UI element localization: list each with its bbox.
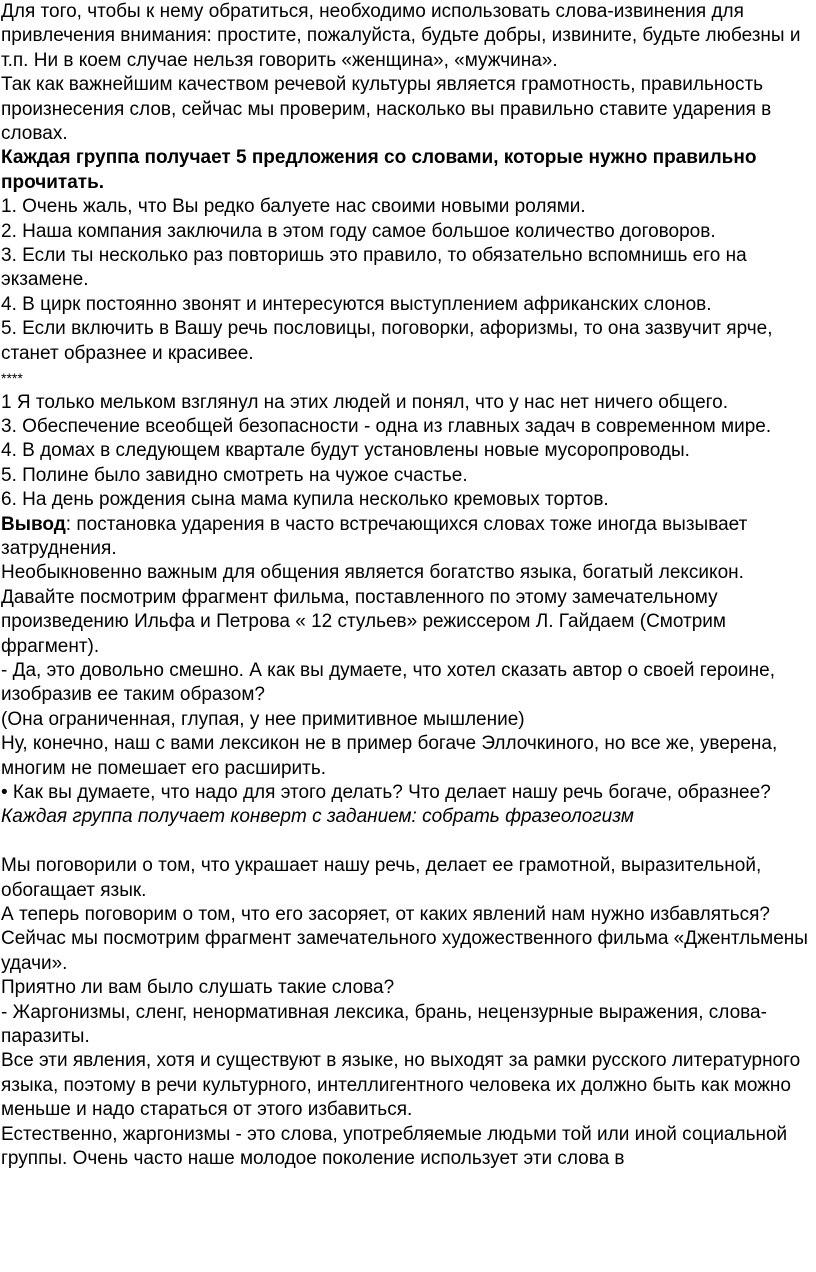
- paragraph-answer: (Она ограниченная, глупая, у нее примитивное мышление): [1, 708, 525, 730]
- paragraph-literary-norm: Все эти явления, хотя и существуют в языке, но выходят за рамки русского литературного языка, поэтому в речи культурного, интеллигентного человека их должно быть как можно меньше и надо стараться от этого избавиться.: [1, 1050, 801, 1121]
- paragraph-vocabulary: Необыкновенно важным для общения является богатство языка, богатый лексикон. Давайте посмотрим фрагмент фильма, поставленного по этому замечательному произведению Ильфа и Петрова « 12 стульев» режиссером Л. Гайдаем (Смотрим фрагмент).: [1, 562, 744, 657]
- paragraph-jargon-definition: Естественно, жаргонизмы - это слова, употребляемые людьми той или иной социальной группы. Очень часто наше молодое поколение использует эти слова в: [1, 1123, 788, 1170]
- paragraph-pleasant-question: Приятно ли вам было слушать такие слова?: [1, 977, 395, 999]
- conclusion-label: Вывод: [1, 513, 66, 535]
- paragraph-speech-culture: Так как важнейшим качеством речевой культуры является грамотность, правильность произнесения слов, сейчас мы проверим, насколько вы правильно ставите ударения в словах.: [1, 74, 772, 145]
- paragraph-jargon-list: - Жаргонизмы, сленг, ненормативная лексика, брань, нецензурные выражения, слова-паразиты.: [1, 1001, 767, 1048]
- paragraph-apology-words: Для того, чтобы к нему обратиться, необходимо использовать слова-извинения для привлечения внимания: простите, пожалуйста, будьте добры, извините, будьте любезны и т.п. Ни в коем случае нельзя говорить «женщина», «мужчина».: [1, 1, 801, 71]
- list-item: 4. В цирк постоянно звонят и интересуются выступлением африканских слонов.: [1, 293, 712, 315]
- list-item: 1 Я только мельком взглянул на этих людей и понял, что у нас нет ничего общего.: [1, 391, 729, 413]
- paragraph-lexicon: Ну, конечно, наш с вами лексикон не в пример богаче Эллочкиного, но все же, уверена, многим не помешает его расширить.: [1, 733, 778, 779]
- paragraph-clutter-question: А теперь поговорим о том, что его засоряет, от каких явлений нам нужно избавляться?: [1, 904, 770, 926]
- list-item: 3. Если ты несколько раз повторишь это правило, то обязательно вспомнишь его на экзамене.: [1, 245, 747, 291]
- conclusion: [1, 513, 812, 562]
- paragraph-author-question: - Да, это довольно смешно. А как вы думаете, что хотел сказать автор о своей героине, изобразив ее таким образом?: [1, 659, 775, 706]
- list-item: 1. Очень жаль, что Вы редко балуете нас своими новыми ролями.: [1, 196, 586, 218]
- separator: ****: [1, 370, 23, 387]
- blank-line: [1, 830, 812, 854]
- list-item: 2. Наша компания заключила в этом году самое большое количество договоров.: [1, 220, 716, 242]
- bullet-question: • Как вы думаете, что надо для этого делать? Что делает нашу речь богаче, образнее?: [1, 782, 771, 803]
- list-item: 5. Если включить в Вашу речь пословицы, поговорки, афоризмы, то она зазвучит ярче, станет образнее и красивее.: [1, 318, 773, 364]
- list-item: 3. Обеспечение всеобщей безопасности - одна из главных задач в современном мире.: [1, 415, 772, 437]
- list-item: 4. В домах в следующем квартале будут установлены новые мусоропроводы.: [1, 440, 690, 462]
- list-item: 5. Полине было завидно смотреть на чужое счастье.: [1, 464, 468, 486]
- sentence-list-2: [1, 391, 812, 513]
- task-envelope: Каждая группа получает конверт с заданием: собрать фразеологизм: [1, 806, 634, 828]
- task-heading-stress: Каждая группа получает 5 предложения со словами, которые нужно правильно прочитать.: [1, 147, 757, 193]
- conclusion-text: : постановка ударения в часто встречающихся словах тоже иногда вызывает затруднения.: [1, 513, 748, 559]
- paragraph-summary: Мы поговорили о том, что украшает нашу речь, делает ее грамотной, выразительной, обогащает язык.: [1, 855, 762, 901]
- paragraph-film-fragment: Сейчас мы посмотрим фрагмент замечательного художественного фильма «Джентльмены удачи».: [1, 928, 808, 974]
- sentence-list-1: [1, 195, 812, 366]
- list-item: 6. На день рождения сына мама купила несколько кремовых тортов.: [1, 489, 609, 511]
